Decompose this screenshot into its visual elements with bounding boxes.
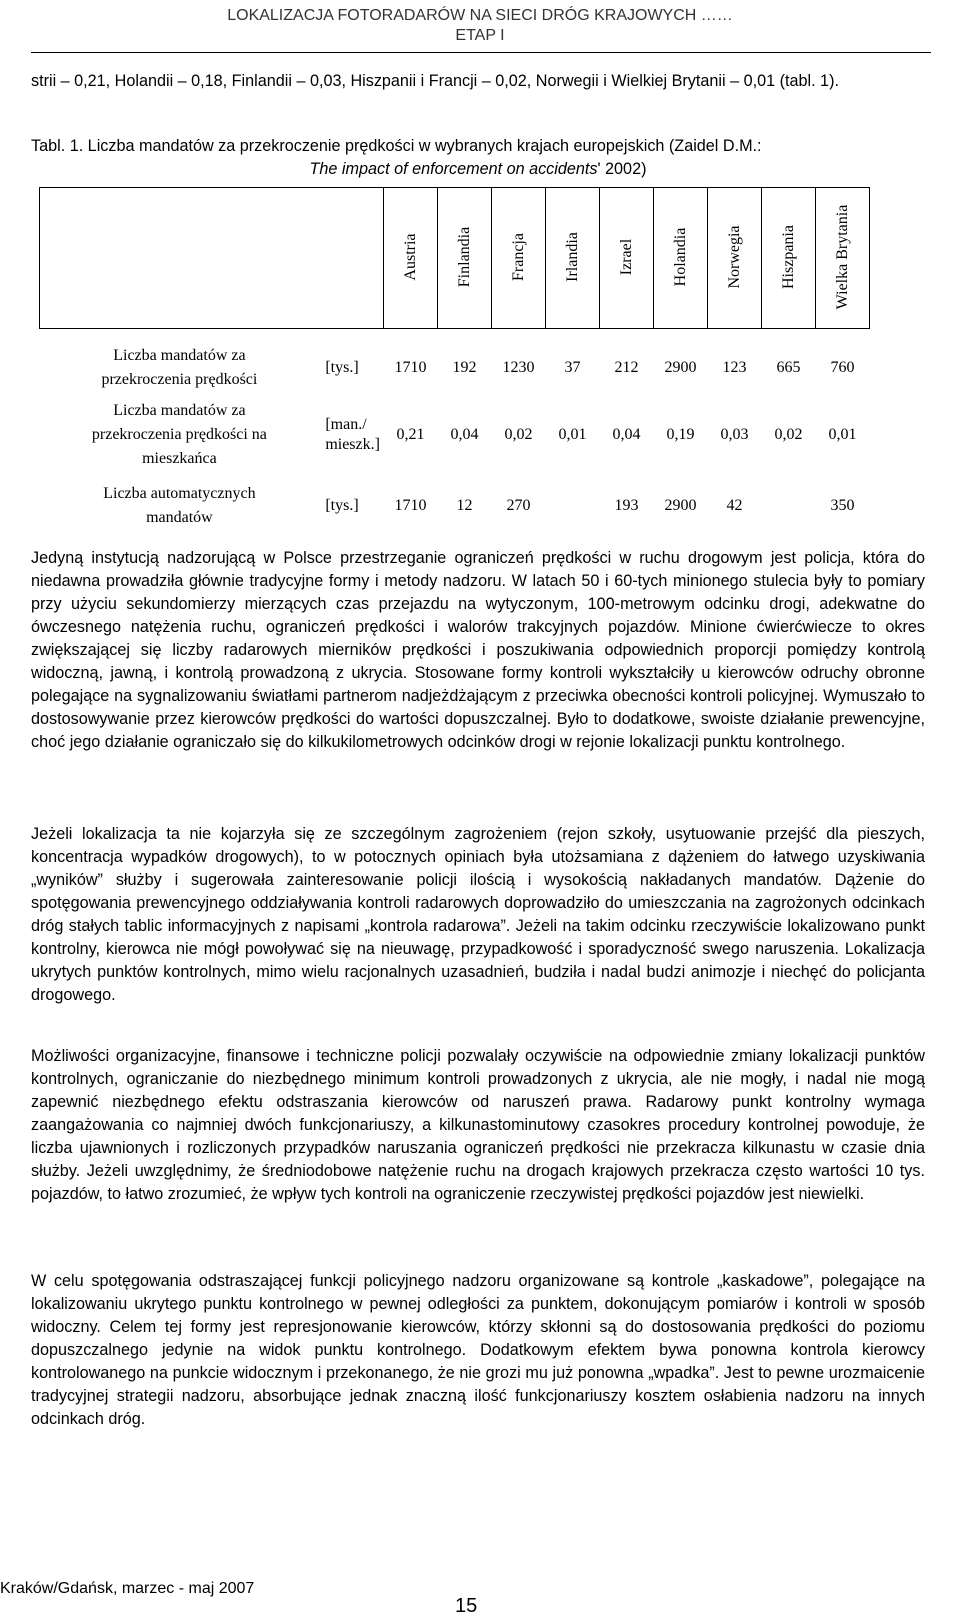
- tickets-table: [39, 187, 870, 541]
- table-cell: 665: [776, 359, 801, 376]
- caption-year: ' 2002): [597, 160, 647, 178]
- table-cell: 0,04: [450, 426, 479, 443]
- table-cell: 42: [726, 497, 743, 514]
- table-cell: 1710: [394, 497, 427, 514]
- table-cell: 0,21: [396, 426, 425, 443]
- table-cell: 760: [830, 359, 855, 376]
- footer-place-date: Kraków/Gdańsk, marzec - maj 2007: [0, 1580, 255, 1597]
- country-header: Hiszpania: [762, 188, 816, 329]
- table-corner-cell: [40, 188, 384, 329]
- country-header: Austria: [384, 188, 438, 329]
- caption-line2: [31, 158, 925, 181]
- body-paragraph: Jeżeli lokalizacja ta nie kojarzyła się ze szczególnym zagrożeniem (rejon szkoły, usytuowanie przejść dla pieszych, koncentracja wypadków drogowych), to w potocznych opiniach była utożsamiana z dążeniem do łatwego uzyskiwania „wyników” służby i sugerowała zainteresowanie policji ilością i wysokością nakładanych mandatów. Dążenie do spotęgowania prewencyjnego oddziaływania kontroli radarowych doprowadziło do umieszczania na zagrożonych odcinkach dróg stałych tablic informacyjnych z napisami „kontrola radarowa”. Jeżeli na takim odcinku rzeczywiście lokalizowano punkt kontrolny, kierowca nie mógł powoływać się na nieuwagę, przypadkowość i sporadyczność swego naruszenia. Lokalizacja ukrytych punktów kontrolnych, mimo wielu racjonalnych uzasadnień, budziła i nadal budzi animozje i niechęć do policjanta drogowego.: [31, 825, 925, 1004]
- country-header: Wielka Brytania: [816, 188, 870, 329]
- table-cell: 0,01: [558, 426, 587, 443]
- country-header: Norwegia: [708, 188, 762, 329]
- table-caption: [31, 135, 925, 181]
- table-cell: 12: [456, 497, 473, 514]
- row-unit: [man./ mieszk.]: [325, 416, 380, 453]
- body-paragraph: W celu spotęgowania odstraszającej funkcji policyjnego nadzoru organizowane są kontrole „kaskadowe”, polegające na lokalizowaniu ukrytego punktu kontrolnego w pewnej odległości za punktem, dokonującym pomiarów i kontroli w sposób widoczny. Celem tej formy jest represjonowanie kierowców, którzy skłonni są do dostosowania prędkości do poziomu dopuszczalnego jedynie na widok punktu kontrolnego. Dodatkowym efektem bywa ponowna kontrola kierowcy kontrolowanego na punkcie widocznym i przekonanego, że nie grozi mu już ponowna „wpadka”. Jest to pewne urozmaicenie tradycyjnej strategii nadzoru, absorbujące jednak znaczną ilość funkcjonariuszy kosztem osłabienia nadzoru na innych odcinkach dróg.: [31, 1272, 925, 1428]
- table-cell: 0,01: [828, 426, 857, 443]
- table-row: [40, 399, 870, 471]
- table-cell: [762, 471, 816, 541]
- table-cell: 37: [564, 359, 581, 376]
- row-unit: [tys.]: [325, 497, 359, 514]
- country-header: Holandia: [654, 188, 708, 329]
- row-label: Liczba mandatów za przekroczenia prędkości na mieszkańca: [91, 402, 267, 467]
- row-label: Liczba automatycznych mandatów: [103, 485, 256, 526]
- table-cell: 1710: [394, 359, 427, 376]
- table-cell: 2900: [664, 497, 697, 514]
- table-cell: 192: [452, 359, 477, 376]
- table-cell: 2900: [664, 359, 697, 376]
- body-paragraph: Jedyną instytucją nadzorującą w Polsce przestrzeganie ograniczeń prędkości w ruchu drogowym jest policja, która do niedawna prowadziła głównie tradycyjne formy i metody nadzoru. W latach 50 i 60-tych minionego stulecia były to pomiary przy użyciu sekundomierzy mierzących czas przejazdu na wytyczonym, 100-metrowym odcinku drogi, adekwatne do ówczesnego natężenia ruchu, ograniczeń prędkości i walorów trakcyjnych pojazdów. Minione ćwierćwiecze to okres zwiększającej się liczby radarowych mierników prędkości i poszukiwania odpowiednich proporcji pomiędzy kontrolą widoczną, jawną, i kontrolą prowadzoną z ukrycia. Stosowane formy kontroli wykształciły u kierowców odruchy obronne polegające na sygnalizowaniu światłami partnerom nadjeżdżającym z przeciwka obecności kontroli policyjnej. Wymuszało to dostosowywanie przez kierowców prędkości do wartości dopuszczalnej. Było to dodatkowe, swoiste działanie prewencyjne, choć jego działanie ograniczało się do kilkukilometrowych odcinków drogi w rejonie lokalizacji punktu kontrolnego.: [31, 549, 925, 751]
- caption-line1: Tabl. 1. Liczba mandatów za przekroczenie prędkości w wybranych krajach europejskich (Zaidel D.M.:: [31, 137, 762, 155]
- row-unit: [tys.]: [325, 359, 359, 376]
- table-cell: 0,02: [774, 426, 803, 443]
- table-cell: 0,02: [504, 426, 533, 443]
- table-cell: 0,03: [720, 426, 749, 443]
- table-cell: 212: [614, 359, 639, 376]
- table-row: [40, 329, 870, 400]
- country-header: Irlandia: [546, 188, 600, 329]
- country-header: Izrael: [600, 188, 654, 329]
- running-header: [0, 6, 960, 46]
- page-number: 15: [455, 1595, 478, 1617]
- running-header-line1: LOKALIZACJA FOTORADARÓW NA SIECI DRÓG KRAJOWYCH ……: [227, 7, 733, 24]
- table-cell: 123: [722, 359, 747, 376]
- table-cell: [546, 471, 600, 541]
- country-header: Francja: [492, 188, 546, 329]
- table-cell: 270: [506, 497, 531, 514]
- table-header-row: [40, 188, 870, 329]
- header-divider: [31, 52, 931, 53]
- caption-source-title: The impact of enforcement on accidents: [309, 160, 598, 178]
- table-row: [40, 471, 870, 541]
- table-cell: 0,19: [666, 426, 695, 443]
- body-paragraph: Możliwości organizacyjne, finansowe i techniczne policji pozwalały oczywiście na odpowiednie zmiany lokalizacji punktów kontrolnych, ograniczanie do niezbędnego minimum kontroli prowadzonych z ukrycia, ale nie mogły, i nadal nie mogą zapewnić niezbędnego efektu odstraszania kierowców od naruszeń prawa. Radarowy punkt kontrolny wymaga zaangażowania co najmniej dwóch funkcjonariuszy, a kilkunastominutowy czasokres procedury kontrolnej powoduje, że liczba ujawnionych i rozliczonych przypadków naruszania ograniczeń prędkości nie przekracza kilkunastu w czasie dnia służby. Jeżeli uwzględnimy, że średniodobowe natężenie ruchu na drogach krajowych przekracza często wartości 10 tys. pojazdów, to łatwo zrozumieć, że wpływ tych kontroli na ograniczenie rzeczywistej prędkości pojazdów jest niewielki.: [31, 1047, 925, 1203]
- running-header-line2: ETAP I: [455, 27, 505, 44]
- table-cell: 193: [614, 497, 639, 514]
- row-label: Liczba mandatów za przekroczenia prędkości: [101, 347, 258, 388]
- country-header: Finlandia: [438, 188, 492, 329]
- table-cell: 350: [830, 497, 855, 514]
- intro-paragraph: strii – 0,21, Holandii – 0,18, Finlandii – 0,03, Hiszpanii i Francji – 0,02, Norwegii i Wielkiej Brytanii – 0,01 (tabl. 1).: [31, 72, 839, 90]
- table-cell: 1230: [502, 359, 535, 376]
- table-cell: 0,04: [612, 426, 641, 443]
